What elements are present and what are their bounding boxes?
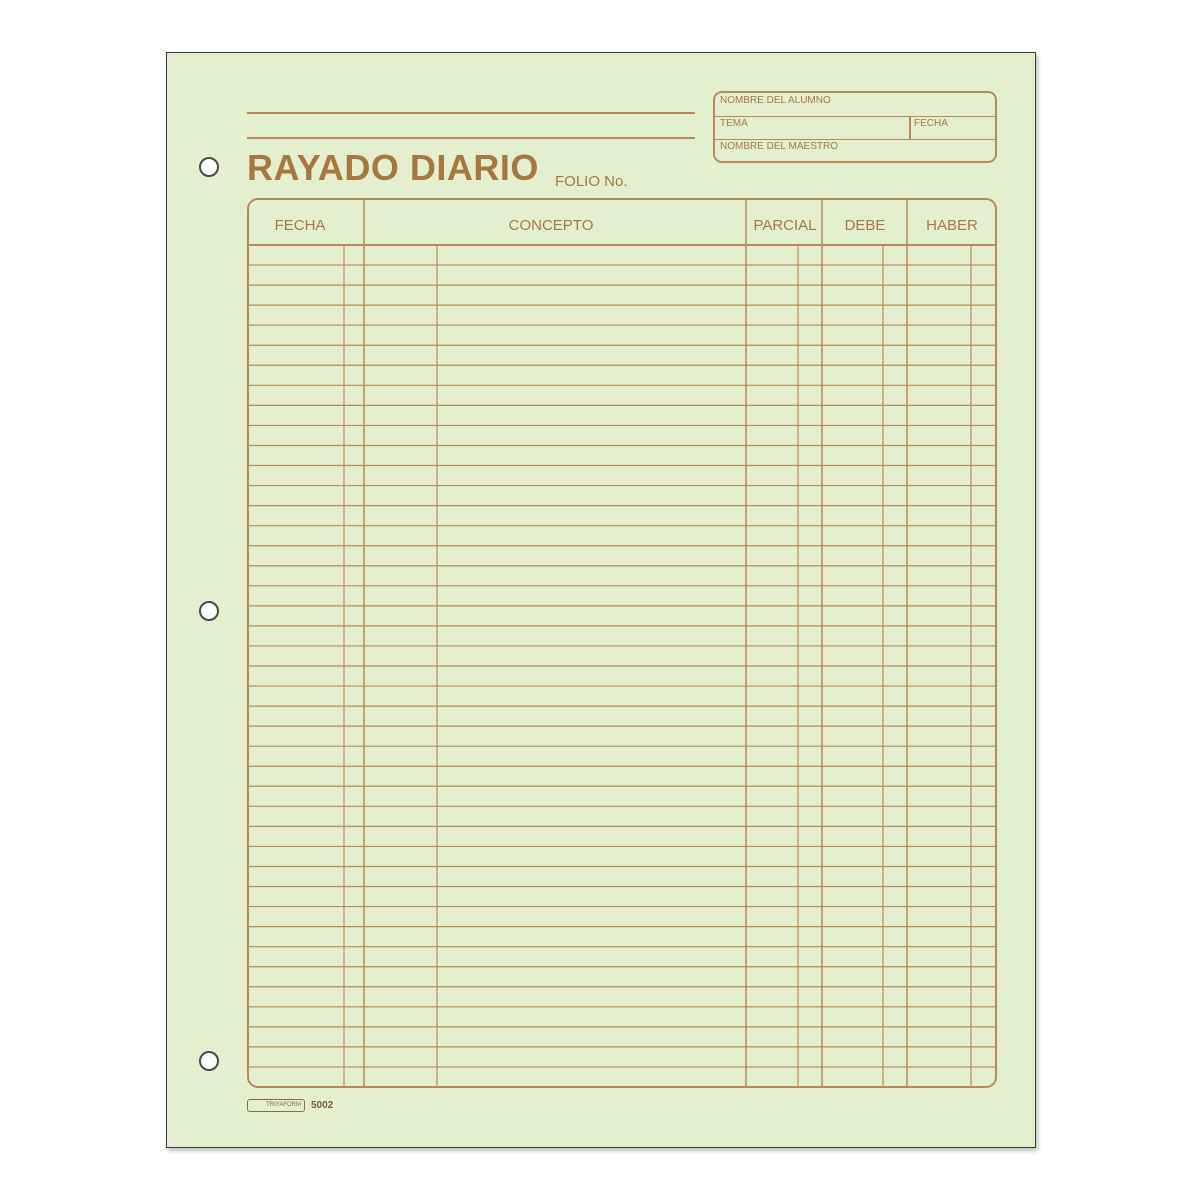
binder-hole-middle bbox=[199, 601, 219, 621]
brand-logo bbox=[247, 1099, 305, 1112]
ledger-table bbox=[247, 198, 997, 1090]
student-name-label: NOMBRE DEL ALUMNO bbox=[720, 95, 831, 106]
column-header-parcial: PARCIAL bbox=[753, 217, 817, 234]
teacher-name-label: NOMBRE DEL MAESTRO bbox=[720, 141, 838, 152]
topic-date-row bbox=[715, 116, 995, 140]
ledger-sheet bbox=[166, 52, 1036, 1148]
ledger-frame bbox=[248, 199, 996, 1087]
student-info-box bbox=[713, 91, 997, 163]
binder-hole-bottom bbox=[199, 1051, 219, 1071]
form-title: RAYADO DIARIO bbox=[247, 147, 539, 188]
column-header-debe: DEBE bbox=[844, 217, 886, 234]
column-header-concepto: CONCEPTO bbox=[508, 217, 594, 234]
column-header-fecha: FECHA bbox=[274, 217, 326, 234]
date-label: FECHA bbox=[914, 118, 948, 129]
folio-label: FOLIO No. bbox=[555, 173, 628, 190]
binder-hole-top bbox=[199, 157, 219, 177]
info-divider bbox=[909, 116, 911, 139]
header-blank-line[interactable] bbox=[247, 137, 695, 139]
teacher-name-field[interactable] bbox=[715, 139, 995, 162]
header-blank-line[interactable] bbox=[247, 112, 695, 114]
student-name-field[interactable] bbox=[715, 93, 995, 117]
column-header-haber: HABER bbox=[926, 217, 978, 234]
topic-label: TEMA bbox=[720, 118, 748, 129]
brand-logo-text: TRIYAFORM bbox=[266, 1102, 301, 1108]
form-code: 5002 bbox=[311, 1100, 334, 1111]
